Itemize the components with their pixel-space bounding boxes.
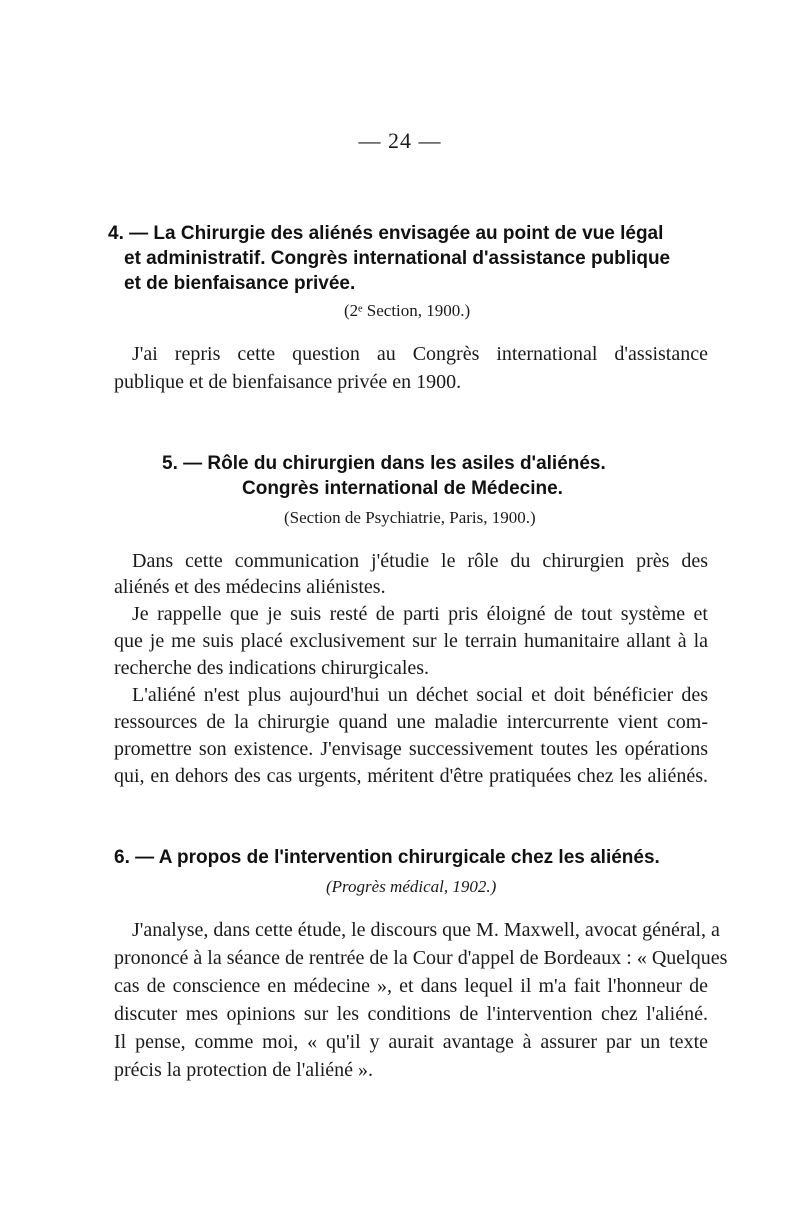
citation: (2ᵉ Section, 1900.) <box>344 301 471 320</box>
paragraph-line: discuter mes opinions sur les conditions de l'intervention chez l'aliéné. <box>114 1003 708 1025</box>
heading-line: et administratif. Congrès international d'assistance publique <box>124 248 671 269</box>
paragraph-line: prononcé à la séance de rentrée de la Cour d'appel de Bordeaux : « Quelques <box>114 947 728 969</box>
citation: (Progrès médical, 1902.) <box>326 877 497 896</box>
paragraph-line: aliénés et des médecins aliénistes. <box>114 576 386 598</box>
heading-line: et de bienfaisance privée. <box>124 273 356 294</box>
paragraph-line: que je me suis placé exclusivement sur le terrain humanitaire allant à la <box>114 630 708 652</box>
paragraph-line: ressources de la chirurgie quand une maladie intercurrente vient com- <box>114 711 708 733</box>
paragraph-line: qui, en dehors des cas urgents, méritent d'être pratiquées chez les aliénés. <box>114 765 708 787</box>
page-number: — 24 — <box>358 128 442 153</box>
paragraph-line: Dans cette communication j'étudie le rôle du chirurgien près des <box>132 550 708 572</box>
paragraph-line: promettre son existence. J'envisage successivement toutes les opérations <box>114 738 708 760</box>
paragraph-line: L'aliéné n'est plus aujourd'hui un déchet social et doit bénéficier des <box>132 684 708 706</box>
paragraph-line: recherche des indications chirurgicales. <box>114 657 430 679</box>
citation: (Section de Psychiatrie, Paris, 1900.) <box>284 508 536 527</box>
heading-line: Congrès international de Médecine. <box>242 478 563 499</box>
heading-line: 6. — A propos de l'intervention chirurgicale chez les aliénés. <box>114 847 660 868</box>
paragraph-line: Il pense, comme moi, « qu'il y aurait avantage à assurer par un texte <box>114 1031 708 1053</box>
paragraph-line: cas de conscience en médecine », et dans lequel il m'a fait l'honneur de <box>114 975 708 997</box>
heading-line: 5. — Rôle du chirurgien dans les asiles d'aliénés. <box>162 453 606 474</box>
paragraph-line: publique et de bienfaisance privée en 1900. <box>114 371 462 393</box>
heading-line: 4. — La Chirurgie des aliénés envisagée au point de vue légal <box>108 223 664 244</box>
paragraph-line: Je rappelle que je suis resté de parti pris éloigné de tout système et <box>132 603 708 625</box>
paragraph-line: J'analyse, dans cette étude, le discours que M. Maxwell, avocat général, a <box>132 919 720 941</box>
paragraph-line: précis la protection de l'aliéné ». <box>114 1059 374 1081</box>
paragraph-line: J'ai repris cette question au Congrès international d'assistance <box>132 343 708 365</box>
